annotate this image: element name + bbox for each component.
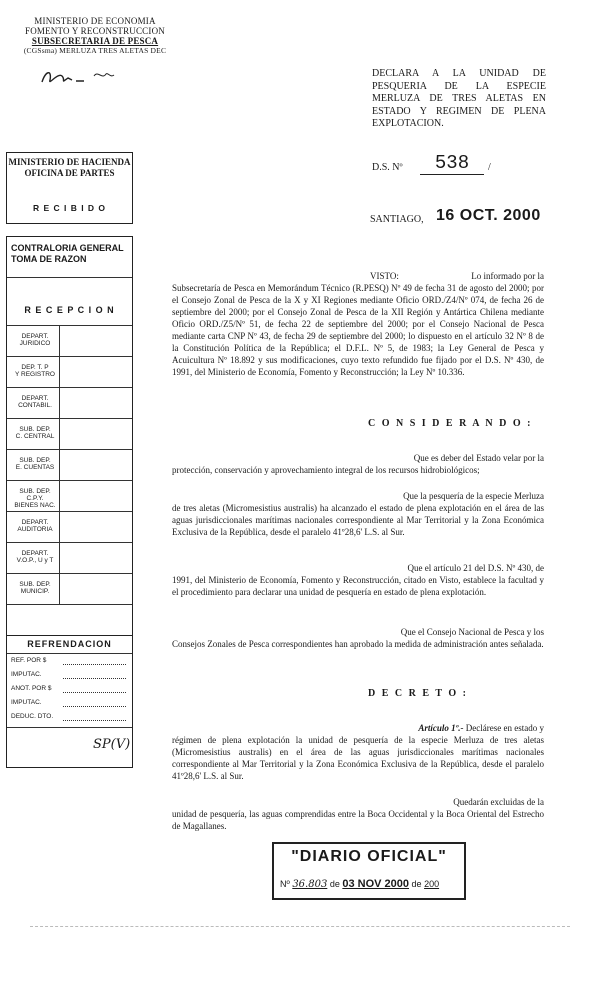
recepcion-row [7,387,132,419]
refrendacion-label: REFRENDACION [27,639,112,649]
recepcion-row [7,511,132,543]
refrendacion-row-label: IMPUTAC. [11,671,42,678]
recepcion-row-label-line2: Y REGISTRO [15,371,55,378]
refrendacion-row-label: REF. POR $ [11,657,47,664]
hacienda-stamp-box [6,152,133,224]
recepcion-row [7,325,132,357]
considerando-p3-first: Que el artículo 21 del D.S. Nº 430, de [407,563,544,573]
considerando-p1 [172,452,544,476]
decreto-p2-first: Quedarán excluidas de la [453,797,544,807]
scan-artifact-line [30,926,570,927]
considerando-p3 [172,562,544,598]
diario-de-1: de [329,879,340,889]
diario-de-2: de [411,879,422,889]
visto-text: Subsecretaría de Pesca en Memorándum Técnico (R.PESQ) Nº 49 de fecha 31 de agosto del 2000; por el Consejo Zonal de Pesca de la X y XI Regiones mediante Oficio ORD./Z4/Nº 074, de fecha 26 de septiembre del 2000; por el Consejo Zonal de Pesca de la XII Región y Antártica Chilena mediante Oficio ORD./Z5/Nº 51, de fecha 22 de septiembre del 2000; por el Consejo Nacional de Pesca mediante carta CNP Nº 43, de fecha 29 de septiembre del 2000; lo dispuesto en el artículo 32 Nº 8 de la Constitución Política de la República; el D.F.L. Nº 5, de 1983; la Ley General de Pesca y Acuicultura Nº 18.892 y sus modificaciones, cuyo texto refundido fue fijado por el D.S. Nº 430, de 1991, del Ministerio de Economía, Fomento y Reconstrucción; la Ley Nº 10.336. [172,283,544,377]
recepcion-row-label-line2: AUDITORIA [17,526,53,533]
recepcion-row [7,356,132,388]
recepcion-row-label-line1: SUB. DEP. [19,426,51,433]
diario-title: "DIARIO OFICIAL" [291,848,447,865]
considerando-p4-text: Consejos Zonales de Pesca correspondientes han aprobado la medida de administración antes señalada. [172,639,544,649]
considerando-p2-text: de tres aletas (Micromesistius australis) ha alcanzado el estado de plena explotación en el área de las aguas jurisdiccionales marítimas nacionales correspondiente al Mar Territorial y la Zona Económica Exclusiva de la República, desde el paralelo 41º28,6' L.S. al Sur. [172,503,544,537]
recepcion-row-label [11,426,59,440]
recepcion-row-label-line1: DEP. T. P [21,364,49,371]
recepcion-row-label-line1: SUB. DEP. C.P.Y. [19,488,51,502]
recepcion-row-label [11,581,59,595]
header-line-2: FOMENTO Y RECONSTRUCCION [25,26,165,36]
date-stamp: 16 OCT. 2000 [436,207,541,224]
header-line-1: MINISTERIO DE ECONOMIA [34,16,156,26]
recepcion-row-label-line1: DEPART. [21,550,49,557]
diario-no-value: 36.803 [292,879,328,890]
recepcion-row-label-line2: V.O.P., U y T [16,557,54,564]
recepcion-row [7,418,132,450]
diario-date: 03 NOV 2000 [342,878,410,890]
header-line-4: (CGSsma) MERLUZA TRES ALETAS DEC [23,46,167,55]
recepcion-row-label-line1: SUB. DEP. [19,457,51,464]
box-signature: SP(V) [93,737,131,752]
decree-subject: DECLARA A LA UNIDAD DE PESQUERIA DE LA ESPECIE MERLUZA DE TRES ALETAS EN ESTADO Y REGIMEN DE PLENA EXPLOTACION. [372,68,546,129]
recepcion-row-label [11,519,59,533]
refrendacion-dotted-line [63,678,126,679]
article-1-first: Declárese en estado y [465,723,544,733]
refrendacion-dotted-line [63,720,126,721]
hacienda-office: OFICINA DE PARTES [24,168,115,178]
recepcion-row-label [11,364,59,378]
hacienda-title: MINISTERIO DE HACIENDA [8,157,131,167]
recepcion-row [7,542,132,574]
considerando-p4-first: Que el Consejo Nacional de Pesca y los [400,627,544,637]
recepcion-row-label-line2: C. CENTRAL [15,433,55,440]
article-1 [172,722,544,782]
recepcion-row-label-line1: DEPART. [21,395,49,402]
diario-no-label: Nº [280,879,290,889]
ds-slash: / [488,162,491,173]
recepcion-row-label-line2: CONTABIL. [18,402,52,409]
recepcion-row [7,480,132,512]
decreto-p2 [172,796,544,832]
refrendacion-row-label: DEDUC. DTO. [11,713,54,720]
recepcion-row [7,449,132,481]
recepcion-row-label-line2: BIENES NAC. [14,502,56,509]
recepcion-row [7,573,132,605]
considerando-p4 [172,626,544,650]
diario-oficial-stamp [272,842,466,900]
considerando-p2-first: Que la pesquería de la especie Merluza [403,491,544,501]
recepcion-row-label-line2: E. CUENTAS [15,464,55,471]
ds-number: 538 [420,152,484,175]
initials-signature [38,66,118,88]
recepcion-row-label [11,333,59,347]
recepcion-row-label-line2: JURIDICO [19,340,51,347]
recepcion-row-label-line1: DEPART. [21,333,49,340]
recepcion-row-label [11,488,59,509]
refrendacion-rows [7,655,132,727]
contraloria-title: CONTRALORIA GENERAL [11,243,124,253]
visto-section [172,270,544,378]
recepcion-row-label [11,550,59,564]
considerando-p1-text: protección, conservación y aprovechamiento integral de los recursos hidrobiológicos; [172,465,480,475]
visto-first: Lo informado por la [471,271,544,281]
refrendacion-dotted-line [63,692,126,693]
ds-label: D.S. Nº [372,162,403,173]
contraloria-box [6,236,133,768]
considerando-p3-text: 1991, del Ministerio de Economía, Fomento y Reconstrucción, citado en Visto, establece la facultad y el procedimiento para declarar una unidad de pesquería en estado de plena explotación. [172,575,544,597]
considerando-p1-first: Que es deber del Estado velar por la [413,453,544,463]
recepcion-row-label-line2: MUNICIP. [20,588,50,595]
considerando-p2 [172,490,544,538]
visto-label: VISTO: [370,271,399,281]
refrendacion-dotted-line [63,706,126,707]
recepcion-label: R E C E P C I O N [24,305,115,315]
decreto-p2-text: unidad de pesquería, las aguas comprendidas entre la Boca Occidental y la Boca Oriental del Estrecho de Magallanes. [172,809,544,831]
diario-year: 200 [424,879,440,889]
article-1-text: régimen de plena explotación la unidad de pesquería de la especie Merluza de tres aletas (Micromesistius australis) en el área de las aguas jurisdiccionales marítimas nacionales correspondiente al Mar Territorial y la Zona Económica Exclusiva de la República, desde el paralelo 41º28,6' L.S. al Sur. [172,735,544,781]
recibido-label: R E C I B I D O [32,203,107,213]
recepcion-row-label [11,395,59,409]
recepcion-row-label-line1: DEPART. [21,519,49,526]
recepcion-row-label [11,457,59,471]
article-1-label: Artículo 1º.- [418,723,464,733]
ministry-header [10,16,180,56]
decreto-heading: D E C R E T O : [368,688,468,699]
date-place: SANTIAGO, [370,214,424,225]
considerando-heading: C O N S I D E R A N D O : [368,418,533,429]
header-line-3: SUBSECRETARIA DE PESCA [31,36,159,46]
toma-de-razon: TOMA DE RAZON [11,254,87,264]
refrendacion-dotted-line [63,664,126,665]
refrendacion-row-label: ANOT. POR $ [11,685,52,692]
recepcion-row-label-line1: SUB. DEP. [19,581,51,588]
refrendacion-row-label: IMPUTAC. [11,699,42,706]
recepcion-rows [7,325,132,615]
